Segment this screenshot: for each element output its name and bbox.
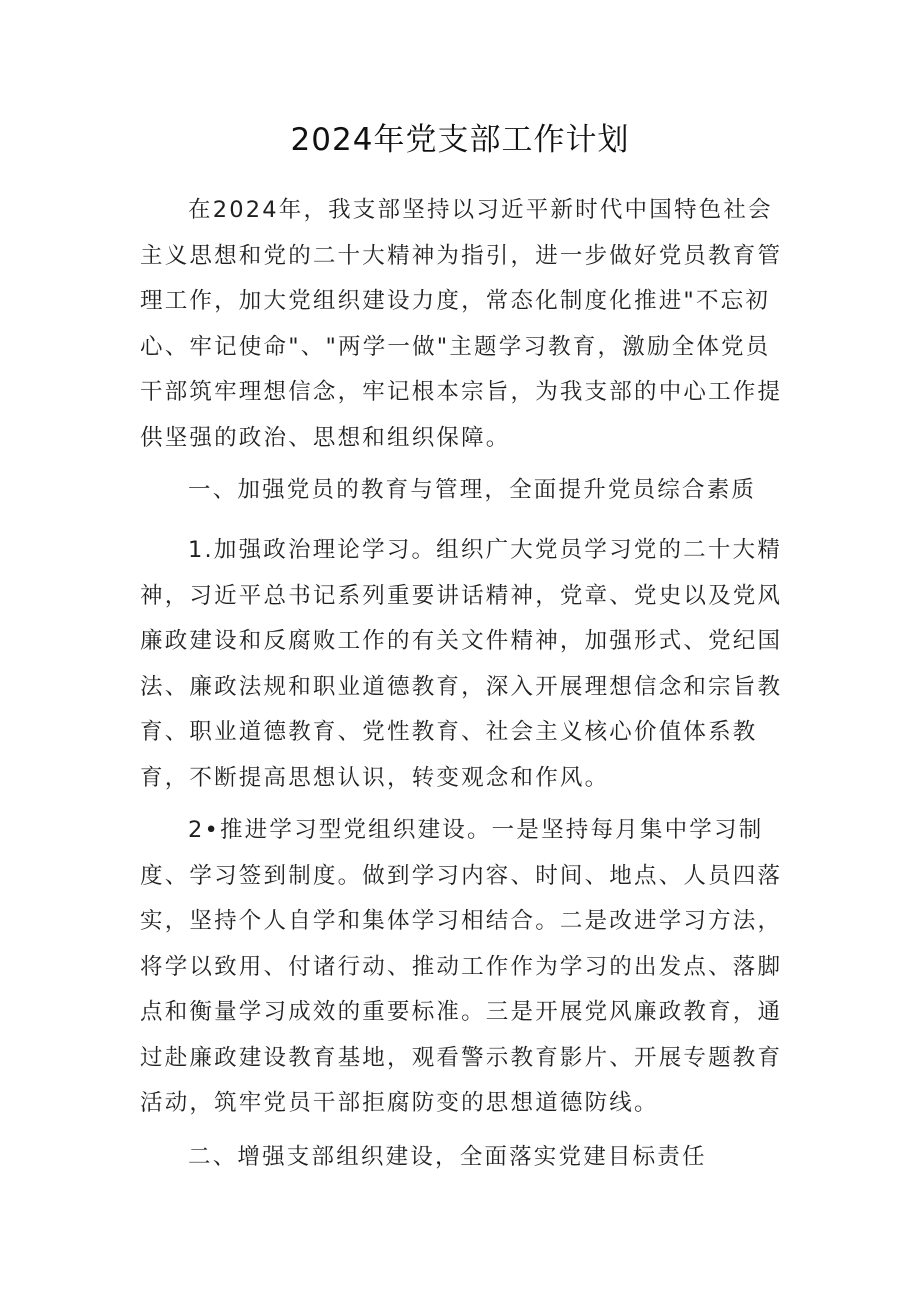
- item-two-paragraph: 2•推进学习型党组织建设。一是坚持每月集中学习制度、学习签到制度。做到学习内容、时间、地点、人员四落实，坚持个人自学和集体学习相结合。二是改进学习方法，将学以致用、付诸行动、推动工作作为学习的出发点、落脚点和衡量学习成效的重要标准。三是开展党风廉政教育，通过赴廉政建设教育基地，观看警示教育影片、开展专题教育活动，筑牢党员干部拒腐防变的思想道德防线。: [140, 817, 783, 1116]
- intro-paragraph: 在2024年，我支部坚持以习近平新时代中国特色社会主义思想和党的二十大精神为指引，进一步做好党员教育管理工作，加大党组织建设力度，常态化制度化推进"不忘初心、牢记使命"、"两学一做"主题学习教育，激励全体党员干部筑牢理想信念，牢记根本宗旨，为我支部的中心工作提供坚强的政治、思想和组织保障。: [140, 197, 783, 451]
- item-one-paragraph: 1.加强政治理论学习。组织广大党员学习党的二十大精神，习近平总书记系列重要讲话精神，党章、党史以及党风廉政建设和反腐败工作的有关文件精神，加强形式、党纪国法、廉政法规和职业道德教育，深入开展理想信念和宗旨教育、职业道德教育、党性教育、社会主义核心价值体系教育，不断提高思想认识，转变观念和作风。: [140, 537, 783, 791]
- document-title: 2024年党支部工作计划: [290, 122, 630, 158]
- section-two-heading: 二、增强支部组织建设，全面落实党建目标责任: [188, 1144, 707, 1170]
- section-one-heading: 一、加强党员的教育与管理，全面提升党员综合素质: [188, 477, 757, 503]
